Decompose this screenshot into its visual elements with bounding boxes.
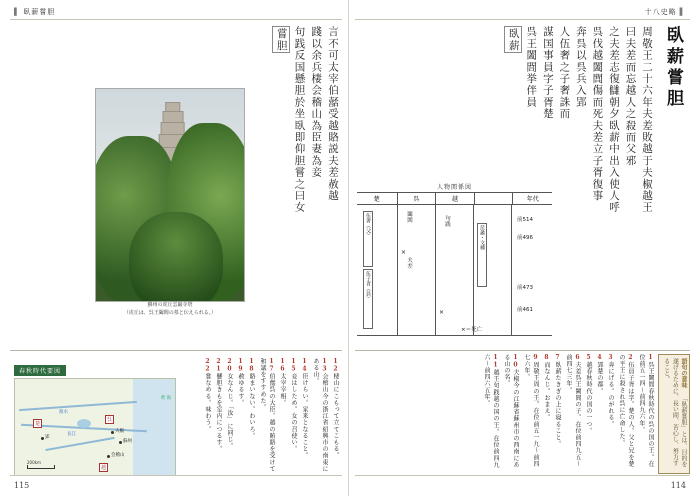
map-scale-label: 200km [27,460,41,465]
footnote-number: 7 [553,354,561,362]
map-label-ying: 郢 [45,435,50,440]
chart-col-head-chu: 楚 [373,196,380,203]
footnote-number: 21 [215,358,222,374]
footnote-item [258,358,276,476]
footnote-def: ゆるす。 [237,379,244,407]
footnote-number: 4 [595,354,603,362]
footnote-def: 越の国の王。在位前四九六〜前四六五年。 [482,354,499,469]
map-label-suzhou: 蘇州 [123,439,132,444]
right-text-column-5: 奔呉以呉兵入郢 [574,26,587,108]
left-footnote-block [178,358,340,484]
footnote-item [236,358,245,476]
footnote-number: 22 [204,358,211,374]
footnote-number: 16 [279,358,286,374]
footnote-number: 6 [573,354,581,362]
footnote-def: 呉王闔閭の子。在位前四九五〜前四七三年。 [564,354,581,468]
footnote-def: 宰相。 [279,386,286,407]
footnote-def: 今の浙江省紹興市の南東にある山。 [312,358,328,473]
left-text-column-1 [272,26,290,316]
footnote-item [300,358,309,476]
footnote-term: 臣 [301,373,308,380]
footnote-def: 山にこもって立てこもる。 [332,379,339,460]
footnote-def: にげる。のがれる。 [606,368,614,428]
map-river-branch [45,437,114,451]
chart-label-fuchai: 夫差 [406,257,412,269]
right-text-column-3: 謀国事員字子胥楚 [541,26,554,120]
right-text-column-2: 呉王闔閭挙伴員 [525,26,538,108]
footnote-number: 12 [332,358,339,374]
footnote-term: 而 [542,361,550,369]
footnote-number: 18 [248,358,255,374]
footnote-number: 1 [646,354,654,362]
right-folio: 114 [670,481,686,490]
footnote-number: 17 [268,358,275,374]
map-sea [133,379,175,475]
runhead-marker: ▌ [679,8,686,16]
chart-box-fanli-wenzhong: 范蠡・文種 [477,223,487,287]
map-canvas [14,378,176,476]
footnote-item [225,358,234,476]
right-top-rule [355,19,690,20]
footnote-item [482,354,500,472]
footnote-number: 8 [542,354,550,362]
footnote-term: 夫差 [573,361,581,375]
footnote-term: 懸胆 [215,373,222,387]
footnote-def: きもを室内につるす。 [215,386,222,453]
right-keyword-box: 臥薪 [504,26,522,53]
footnote-term: 赦 [237,373,244,380]
footnote-item [247,358,256,476]
chart-x-mark-helu: × [401,249,407,256]
chart-legend: ×＝死亡 [461,327,483,333]
footnote-item [502,354,520,472]
footnote-term: 夫椒 [511,369,519,383]
map-river-label-yangtze: 長江 [67,432,76,437]
map-state-wu: 呉 [107,417,113,423]
left-page [0,0,349,496]
footnote-term: 嘗 [204,373,211,380]
footnote-number: 5 [584,354,592,362]
footnote-number: 15 [290,358,297,374]
footnote-item [278,358,287,476]
map-sea-label: 黄 海 [160,396,171,401]
map-river-label-huai: 淮水 [59,410,68,415]
footnote-number: 13 [321,358,328,374]
map-dot-gusu [111,431,114,434]
map-figure [14,358,174,470]
footnote-number: 20 [226,358,233,374]
pagoda-photo [95,88,245,302]
footnote-number: 3 [606,354,614,362]
footnote-def: なんじ。おまえ。 [542,368,550,422]
chapter-title: 臥薪嘗胆 [663,26,683,110]
chart-header-row [357,193,552,205]
right-text-column-8: 曰夫差而忘越人之殺而父邪 [624,26,637,167]
footnote-item [522,354,540,472]
footnote-item [553,354,562,472]
chart-label-goujian: 句践 [444,215,450,227]
left-keyword-box: 嘗胆 [272,26,290,53]
photo-tree-front [129,212,224,302]
chart-col-head-wu: 呉 [397,193,436,204]
left-text-column-3: 踐以余兵棲会稽山為臣妻為妾 [310,26,323,179]
footnote-term: 伍員 [626,361,634,375]
right-text-column-4: 人伍奢之子奢誅而 [558,26,571,120]
footnote-def: 子胥は字。楚の人。父と兄を楚の平王に殺され呉に亡命した。 [617,354,634,468]
left-main-text [240,26,340,326]
footnote-item [311,358,329,476]
right-footnote-rule [355,350,690,351]
left-bottom-rule [10,475,342,476]
footnote-def: なめる。味わう。 [204,379,211,433]
footnote-item [564,354,582,472]
footnote-term: 妾 [290,373,297,380]
map-label-kuaiji: 会稽山 [111,453,125,458]
footnote-callout-box [658,354,690,474]
left-folio: 115 [14,481,30,490]
footnote-item [542,354,551,472]
footnote-item [331,358,340,476]
footnote-number: 9 [531,354,539,362]
footnote-def: 今の江蘇省蘇州市の西南にある山の名。 [502,354,519,469]
chart-era-473: 前473 [517,285,533,291]
right-text-column-6: 呉伐越闔閭傷而死夫差立子胥復事 [591,26,604,202]
footnote-def: まいない。わいろ。 [248,379,255,440]
chart-box-wu-zixu: 伍子胥（員） [363,269,373,329]
runhead-marker: ▌ [14,8,21,16]
footnote-item [214,358,223,476]
chart-era-461: 前461 [517,307,533,313]
map-state-yue: 越 [101,465,107,471]
map-label-gusu: 夫椒 [115,429,124,434]
footnote-number: 11 [491,354,499,370]
footnote-item [617,354,635,472]
footnote-item [289,358,298,476]
relation-chart [357,182,552,337]
chart-era-514: 前514 [517,217,533,223]
footnote-def: たきぎの上に寝ること。 [553,374,561,448]
footnote-def: 呉の大臣。越の賄賂を受けて和議をすすめた。 [259,358,275,473]
footnote-term: 伯嚭 [268,373,275,387]
footnote-term: 賂 [248,373,255,380]
footnote-def: けらい。家来となること。 [301,379,308,460]
left-text-column-2: 句践反国懸胆於坐臥即仰胆嘗之曰女 [293,26,306,214]
map-state-chu: 楚 [35,421,41,427]
left-text-column-4: 言不可太宰伯嚭受越賂説夫差赦越 [327,26,339,202]
footnote-term: 棲 [332,373,339,380]
footnote-item [203,358,212,476]
right-text-column-7: 之夫差志復讎朝夕臥薪中出入使人呼 [607,26,620,214]
footnote-term: 郢 [595,361,603,369]
footnote-item [637,354,655,472]
footnote-term: 臥薪 [553,361,561,375]
right-bottom-rule [355,475,690,476]
footnote-term: 越 [584,361,592,369]
footnote-item [584,354,593,472]
footnote-callout-title: 語句の意味 [680,358,687,388]
footnote-term: 会稽山 [321,373,328,394]
map-river-north [19,401,137,411]
footnote-def: 春秋時代の国の一つ。 [584,368,592,435]
right-page [349,0,700,496]
photo-caption [95,302,245,317]
chart-label-helu: 闔閭 [406,211,412,223]
chart-title: 人物関係図 [357,182,552,193]
chart-grid [357,205,552,336]
chart-col-head-era: 年代 [512,193,552,204]
left-footnote-rule [10,350,342,351]
photo-caption-line1: 蘇州の虎丘雲巌寺塔 [147,302,193,308]
right-footnote-block [355,354,690,482]
map-scale [27,460,55,469]
footnote-number: 10 [511,354,519,370]
chart-col-head-yue: 越 [435,193,474,204]
footnote-term: 奔 [606,361,614,369]
map-dot-suzhou [119,441,122,444]
footnote-callout-text: 「臥薪嘗胆」とは、目的を遂げるために、長い間、苦心し、努力すること。 [662,358,687,467]
right-text-column-9: 周敬王二十六年夫差敗越于夫椒越王 [641,26,653,214]
footnote-number: 2 [626,354,634,362]
chart-x-mark-goujian: × [439,309,445,316]
footnote-number: 19 [237,358,244,374]
map-lake [77,419,91,428]
footnote-term: 女 [226,373,233,380]
footnote-term: 太宰 [279,373,286,387]
footnote-term: 呉王闔閭 [646,361,654,389]
map-dot-kuaiji [107,455,110,458]
map-title: 春秋時代要図 [14,365,66,376]
chart-col-head-blank [474,193,513,204]
footnote-term: 越王句践 [491,369,499,396]
footnote-item [606,354,615,472]
footnote-item [595,354,604,472]
left-top-rule [10,19,342,20]
right-running-head: 十八史略 ▌ [644,8,686,16]
footnote-def: 春秋時代の呉の国の王。在位前五一四〜前四九六年。 [637,354,654,468]
chart-box-wu-she: 伍奢（父） [363,211,373,267]
chart-era-496: 前496 [517,235,533,241]
photo-caption-line2: （虎丘は、呉王闔閭の墓と伝えられる。） [123,309,217,316]
footnote-term: 周敬王 [531,361,539,382]
map-dot-ying [41,437,44,440]
left-running-head: ▌ 臥薪嘗胆 [14,8,56,16]
footnote-def: 周の王。在位前五一九〜前四七六年。 [522,354,539,468]
footnote-def: 楚の都。 [595,368,603,395]
footnote-def: はしため。女の召使い。 [290,379,297,453]
footnote-number: 14 [301,358,308,374]
footnote-def: なんじ。「汝」に同じ。 [226,379,233,450]
